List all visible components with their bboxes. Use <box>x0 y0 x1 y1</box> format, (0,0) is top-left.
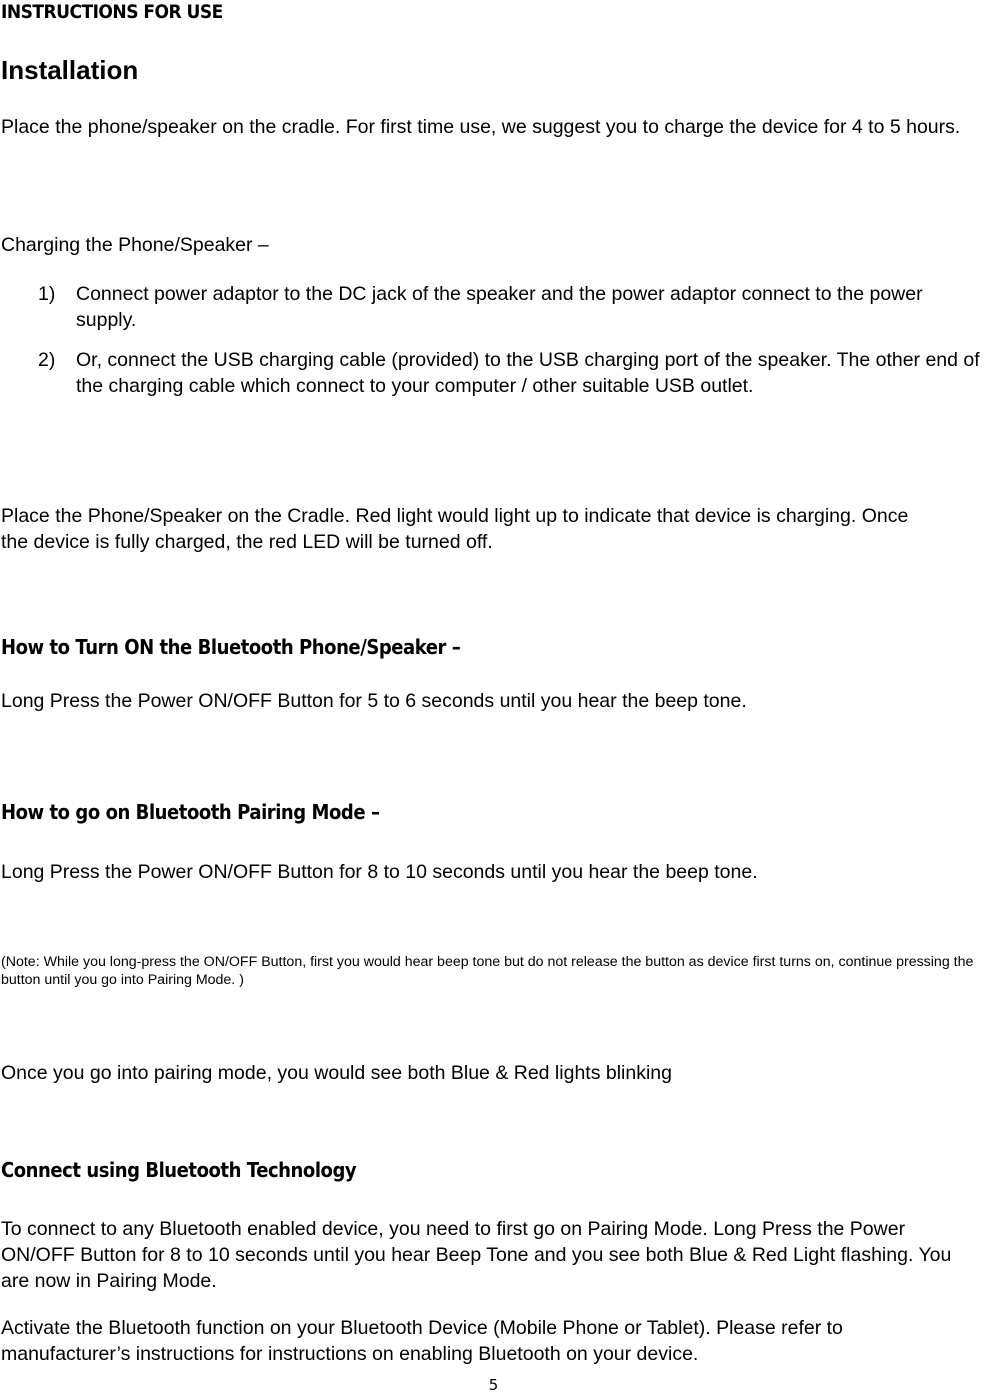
connect-heading: Connect using Bluetooth Technology <box>1 1158 357 1182</box>
cradle-charging-note: Place the Phone/Speaker on the Cradle. Red light would light up to indicate that device is charging. Once the device is fully charged, the red LED will be turned off. <box>1 505 909 553</box>
list-item <box>1 347 981 399</box>
connect-paragraph-2: Activate the Bluetooth function on your Bluetooth Device (Mobile Phone or Tablet). Please refer to manufacturer’s instructions for instructions on enabling Bluetooth on your device. <box>1 1317 843 1365</box>
pairing-note: (Note: While you long-press the ON/OFF Button, first you would hear beep tone but do not release the button as device first turns on, continue pressing the button until you go into Pairing Mode. ) <box>1 954 974 988</box>
page-number: 5 <box>488 1376 499 1394</box>
document-title: INSTRUCTIONS FOR USE <box>1 1 223 23</box>
pairing-lights-text: Once you go into pairing mode, you would see both Blue & Red lights blinking <box>1 1062 672 1084</box>
list-item-number: 1) <box>38 283 56 305</box>
list-item <box>1 281 981 333</box>
turn-on-text: Long Press the Power ON/OFF Button for 5 to 6 seconds until you hear the beep tone. <box>1 690 747 712</box>
connect-paragraph-1: To connect to any Bluetooth enabled device, you need to first go on Pairing Mode. Long Press the Power ON/OFF Button for 8 to 10 seconds until you hear Beep Tone and you see both Blue & Red Light flashing. You are now in Pairing Mode. <box>1 1218 952 1292</box>
pairing-mode-text: Long Press the Power ON/OFF Button for 8 to 10 seconds until you hear the beep tone. <box>1 861 758 883</box>
list-item-text: Or, connect the USB charging cable (provided) to the USB charging port of the speaker. The other end of the charging cable which connect to your computer / other suitable USB outlet. <box>76 349 980 397</box>
installation-intro: Place the phone/speaker on the cradle. For first time use, we suggest you to charge the device for 4 to 5 hours. <box>1 116 961 138</box>
list-item-text: Connect power adaptor to the DC jack of the speaker and the power adaptor connect to the power supply. <box>76 283 923 331</box>
charging-label: Charging the Phone/Speaker – <box>1 234 269 256</box>
installation-heading: Installation <box>1 55 139 85</box>
list-item-number: 2) <box>38 349 56 371</box>
pairing-mode-heading: How to go on Bluetooth Pairing Mode – <box>1 800 380 824</box>
charging-steps-list <box>1 281 981 413</box>
turn-on-heading: How to Turn ON the Bluetooth Phone/Speaker – <box>1 635 461 659</box>
